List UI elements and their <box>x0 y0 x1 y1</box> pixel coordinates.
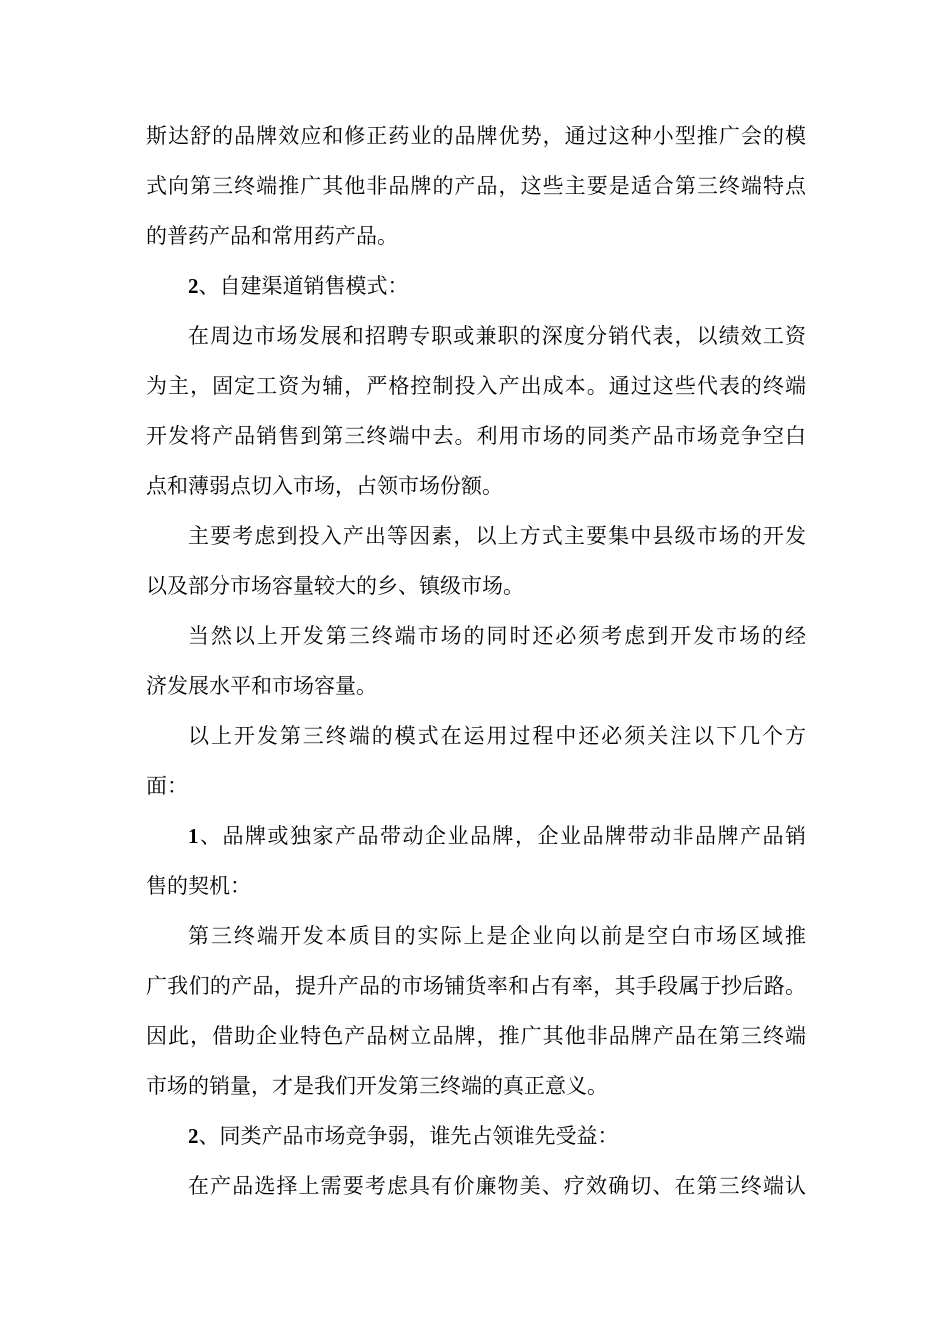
text-line-17 <box>188 921 806 951</box>
line-text: 式向第三终端推广其他非品牌的产品，这些主要是适合第三终端特点 <box>146 174 806 198</box>
text-line-8 <box>146 471 806 501</box>
section-heading-text: 、品牌或独家产品带动企业品牌，企业品牌带动非品牌产品销 <box>198 824 806 848</box>
line-text: 当然以上开发第三终端市场的同时还必须考虑到开发市场的经 <box>188 624 806 648</box>
line-text: 点和薄弱点切入市场，占领市场份额。 <box>146 474 503 498</box>
text-line-9 <box>188 521 806 551</box>
line-text: 开发将产品销售到第三终端中去。利用市场的同类产品市场竞争空白 <box>146 424 806 448</box>
section-number: 2 <box>188 274 199 298</box>
line-text: 以及部分市场容量较大的乡、镇级市场。 <box>146 574 524 598</box>
text-line-1 <box>146 121 806 151</box>
line-text: 在产品选择上需要考虑具有价廉物美、疗效确切、在第三终端认 <box>188 1174 806 1198</box>
text-line-10 <box>146 571 806 601</box>
text-line-20 <box>146 1071 806 1101</box>
text-line-14 <box>146 771 806 801</box>
line-text: 斯达舒的品牌效应和修正药业的品牌优势，通过这种小型推广会的模 <box>146 124 806 148</box>
text-line-3 <box>146 221 806 251</box>
text-line-5 <box>188 321 806 351</box>
section-heading-text: 、自建渠道销售模式： <box>198 274 409 298</box>
text-line-2 <box>146 171 806 201</box>
line-text: 的普药产品和常用药产品。 <box>146 224 398 248</box>
line-text: 济发展水平和市场容量。 <box>146 674 377 698</box>
line-text: 主要考虑到投入产出等因素，以上方式主要集中县级市场的开发 <box>188 524 806 548</box>
text-line-12 <box>146 671 806 701</box>
text-line-16 <box>146 871 806 901</box>
line-text: 为主，固定工资为辅，严格控制投入产出成本。通过这些代表的终端 <box>146 374 806 398</box>
section-heading-1 <box>188 821 806 851</box>
section-number: 1 <box>188 824 199 848</box>
line-text: 在周边市场发展和招聘专职或兼职的深度分销代表，以绩效工资 <box>188 324 806 348</box>
text-line-13 <box>188 721 806 751</box>
text-line-6 <box>146 371 806 401</box>
text-line-19 <box>146 1021 806 1051</box>
section-heading-text: 、同类产品市场竞争弱，谁先占领谁先受益： <box>198 1124 619 1148</box>
text-line-22 <box>188 1171 806 1201</box>
text-line-7 <box>146 421 806 451</box>
section-heading-2b <box>188 1121 806 1151</box>
line-text: 广我们的产品，提升产品的市场铺货率和占有率，其手段属于抄后路。 <box>146 974 806 998</box>
section-heading-2a <box>188 271 806 301</box>
line-text: 市场的销量，才是我们开发第三终端的真正意义。 <box>146 1074 608 1098</box>
line-text: 以上开发第三终端的模式在运用过程中还必须关注以下几个方 <box>188 724 806 748</box>
line-text: 面： <box>146 774 188 798</box>
section-number: 2 <box>188 1124 199 1148</box>
text-line-11 <box>188 621 806 651</box>
line-text: 因此，借助企业特色产品树立品牌，推广其他非品牌产品在第三终端 <box>146 1024 806 1048</box>
line-text: 第三终端开发本质目的实际上是企业向以前是空白市场区域推 <box>188 924 806 948</box>
text-line-18 <box>146 971 806 1001</box>
line-text: 售的契机： <box>146 874 251 898</box>
